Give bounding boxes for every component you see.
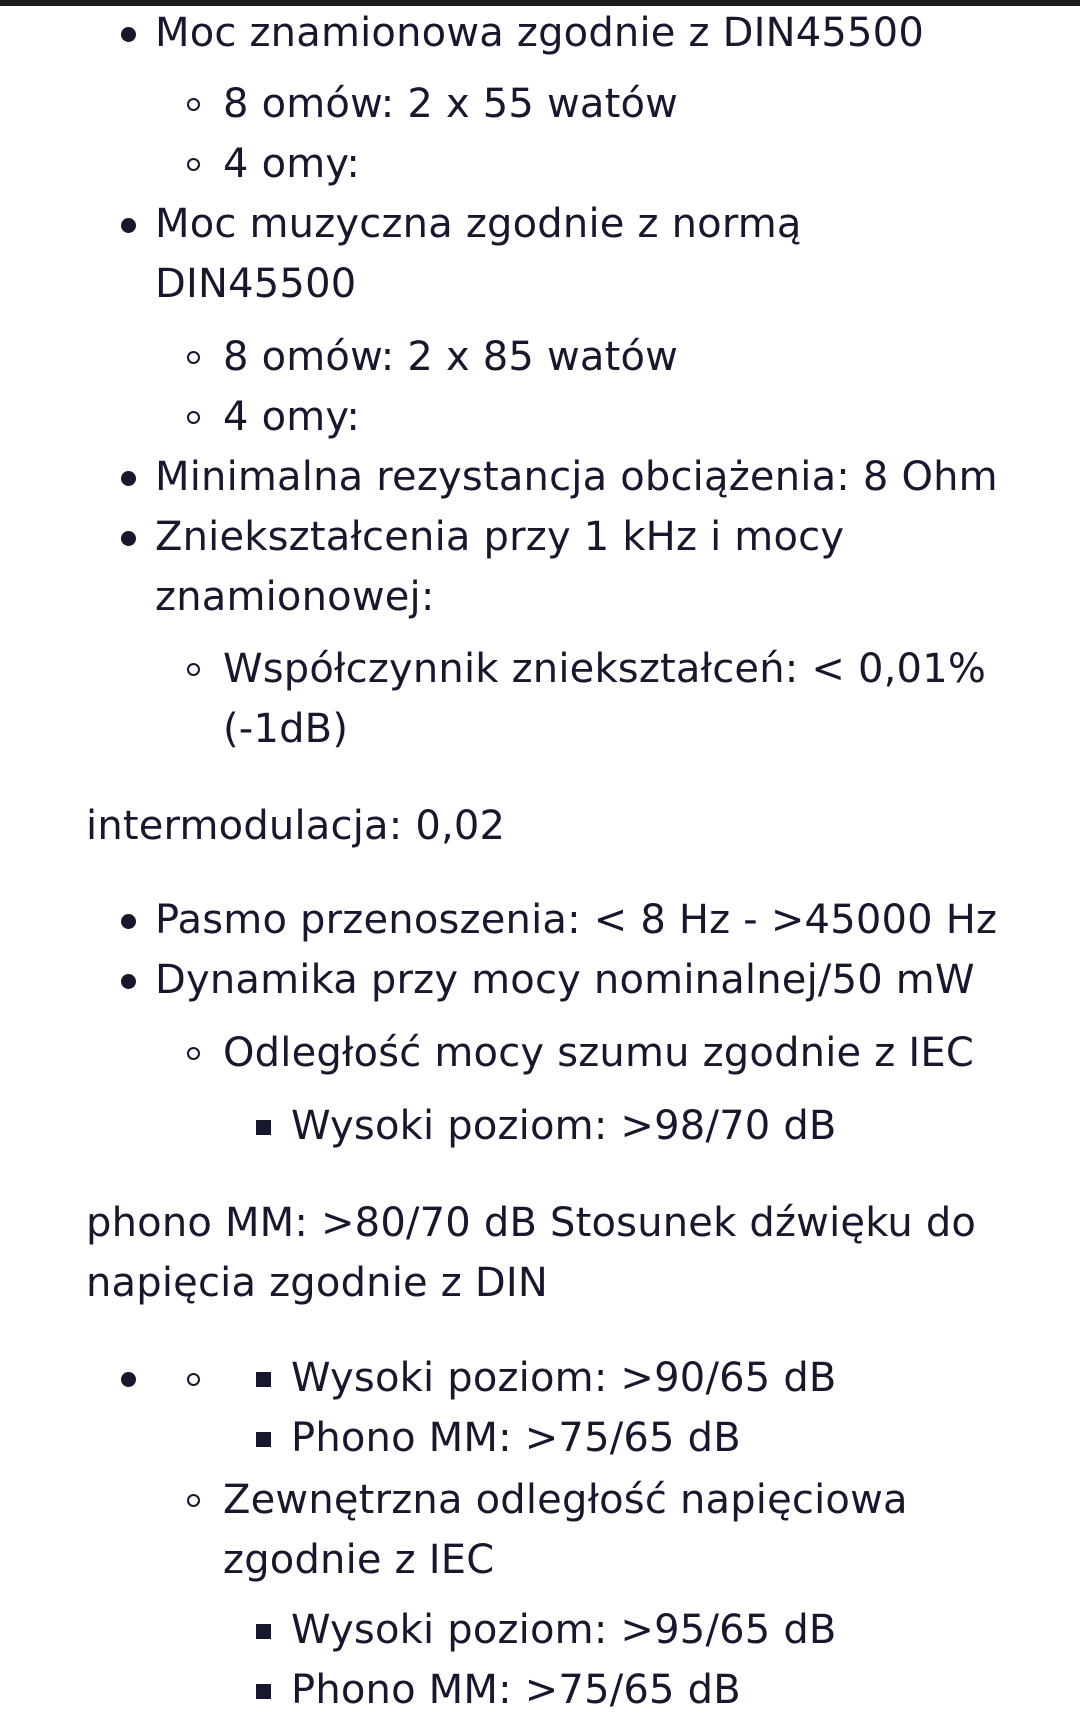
list-item: Wysoki poziom: >98/70 dB — [291, 1103, 837, 1149]
bullet-circle — [187, 411, 200, 424]
list-item: Phono MM: >75/65 dB — [291, 1667, 741, 1713]
bullet-disc — [121, 531, 136, 546]
bullet-disc — [121, 974, 136, 989]
bullet-disc — [121, 27, 136, 42]
bullet-circle — [187, 351, 200, 364]
bullet-circle — [187, 1494, 200, 1507]
list-item: Odległość mocy szumu zgodnie z IEC — [223, 1030, 974, 1076]
list-item: Zewnętrzna odległość napięciowa — [223, 1477, 908, 1523]
list-item-continuation: znamionowej: — [155, 574, 435, 620]
list-item: Moc znamionowa zgodnie z DIN45500 — [155, 10, 924, 56]
list-item: Wysoki poziom: >90/65 dB — [291, 1355, 837, 1401]
bullet-disc — [121, 218, 136, 233]
list-item: Phono MM: >75/65 dB — [291, 1415, 741, 1461]
bullet-disc — [121, 914, 136, 929]
list-item: Dynamika przy mocy nominalnej/50 mW — [155, 957, 975, 1003]
list-item: 4 omy: — [223, 141, 361, 187]
list-item-continuation: (-1dB) — [223, 706, 349, 752]
bullet-square — [256, 1684, 271, 1699]
list-item: 8 omów: 2 x 85 watów — [223, 334, 679, 380]
list-item-continuation: zgodnie z IEC — [223, 1537, 495, 1583]
bullet-circle — [187, 158, 200, 171]
list-item: Pasmo przenoszenia: < 8 Hz - >45000 Hz — [155, 897, 998, 943]
list-item: Współczynnik zniekształceń: < 0,01% — [223, 646, 987, 692]
paragraph-continuation: napięcia zgodnie z DIN — [86, 1260, 548, 1306]
bullet-circle — [187, 1047, 200, 1060]
list-item: Minimalna rezystancja obciążenia: 8 Ohm — [155, 454, 998, 500]
bullet-square — [256, 1432, 271, 1447]
list-item-continuation: DIN45500 — [155, 261, 357, 307]
list-item: 8 omów: 2 x 55 watów — [223, 81, 679, 127]
bullet-disc — [121, 1372, 136, 1387]
paragraph: phono MM: >80/70 dB Stosunek dźwięku do — [86, 1200, 977, 1246]
paragraph: intermodulacja: 0,02 — [86, 803, 506, 849]
bullet-circle — [187, 663, 200, 676]
list-item: Zniekształcenia przy 1 kHz i mocy — [155, 514, 845, 560]
bullet-square — [256, 1624, 271, 1639]
bullet-disc — [121, 471, 136, 486]
bullet-square — [256, 1120, 271, 1135]
list-item: Wysoki poziom: >95/65 dB — [291, 1607, 837, 1653]
list-item: 4 omy: — [223, 394, 361, 440]
list-item: Moc muzyczna zgodnie z normą — [155, 201, 802, 247]
bullet-circle — [187, 1373, 200, 1386]
bullet-square — [256, 1372, 271, 1387]
bullet-circle — [187, 98, 200, 111]
